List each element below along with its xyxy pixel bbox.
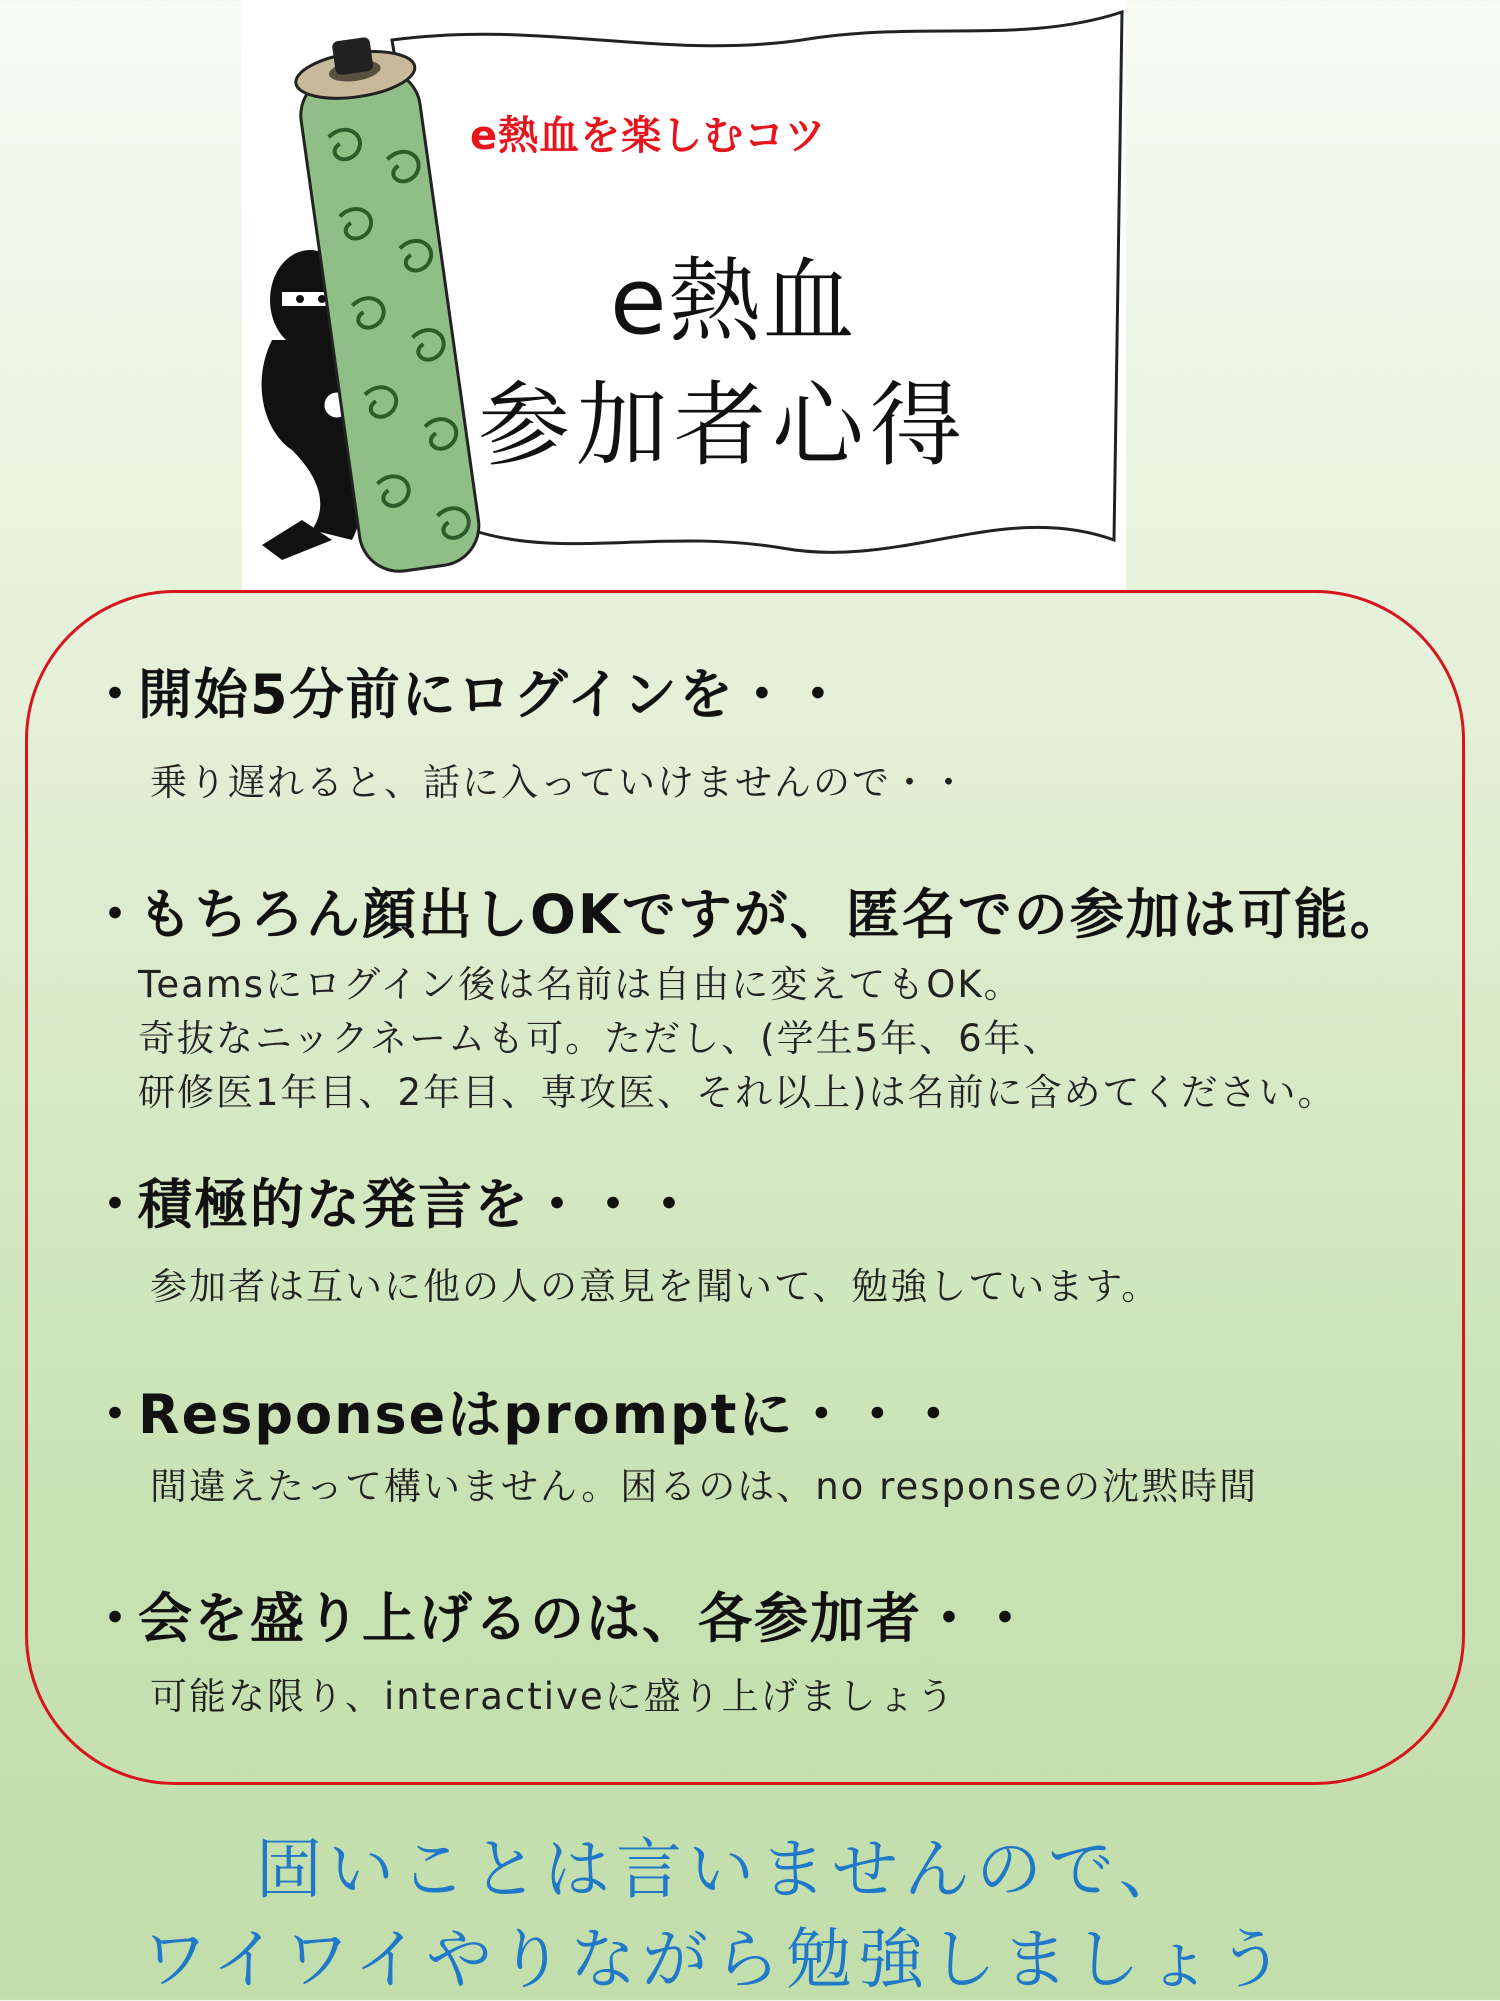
rule-heading-text: Responseはpromptに・・・ — [138, 1383, 963, 1446]
rule-heading-text: 開始5分前にログインを・・ — [138, 663, 847, 726]
rule-detail: Teamsにログイン後は名前は自由に変えてもOK。 — [138, 963, 1023, 1006]
footer-line-2: ワイワイやりながら勉強しましょう — [142, 1921, 1291, 1998]
rule-detail: 奇抜なニックネームも可。ただし、(学生5年、6年、 — [138, 1017, 1062, 1060]
bullet: ・ — [88, 1587, 144, 1650]
rule-heading — [88, 1576, 1034, 1653]
banner-title-line2: 参加者心得 — [478, 372, 969, 479]
rule-detail: 間違えたって構いません。困るのは、no responseの沈黙時間 — [150, 1465, 1259, 1508]
rule-heading-text: 積極的な発言を・・・ — [138, 1173, 698, 1236]
footer-line-1: 固いことは言いませんので、 — [256, 1831, 1191, 1908]
rule-detail: 乗り遅れると、話に入っていけませんので・・ — [150, 761, 969, 804]
bullet: ・ — [88, 1173, 144, 1236]
banner — [242, 0, 1126, 590]
rule-heading — [88, 652, 847, 729]
rule-heading — [88, 1162, 698, 1239]
rule-detail: 研修医1年目、2年目、専攻医、それ以上)は名前に含めてください。 — [138, 1071, 1337, 1114]
rule-heading-text: 会を盛り上げるのは、各参加者・・ — [138, 1587, 1034, 1650]
rule-detail: 可能な限り、interactiveに盛り上げましょう — [150, 1675, 956, 1718]
bullet: ・ — [88, 1383, 144, 1446]
rule-heading — [88, 1372, 962, 1449]
bullet: ・ — [88, 663, 144, 726]
rule-heading — [88, 872, 1406, 949]
bullet: ・ — [88, 883, 144, 946]
banner-subtitle: e熱血を楽しむコツ — [470, 113, 827, 159]
rule-detail: 参加者は互いに他の人の意見を聞いて、勉強しています。 — [150, 1265, 1161, 1308]
banner-title-line1: e熱血 — [610, 248, 857, 355]
rule-heading-text: もちろん顔出しOKですが、匿名での参加は可能。 — [138, 883, 1406, 946]
